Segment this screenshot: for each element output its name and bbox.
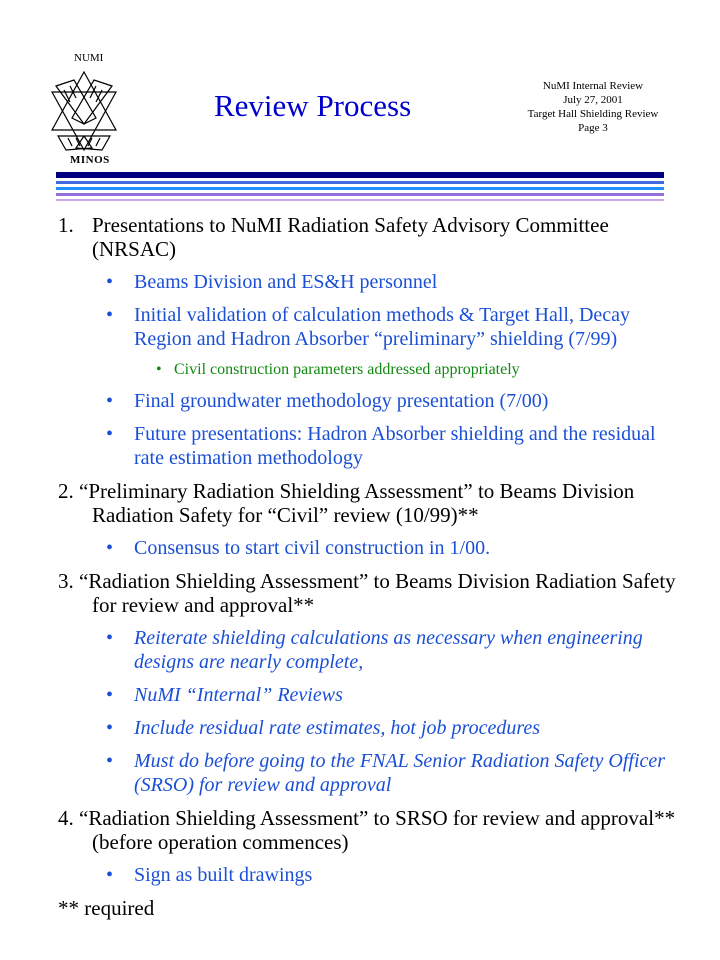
sub-sub-item: [58, 360, 678, 380]
header-rules: [56, 172, 664, 204]
list-item: [58, 213, 678, 261]
header-rule: [56, 187, 664, 190]
item-text: 2. “Preliminary Radiation Shielding Assessment” to Beams Division Radiation Safety for “Civil” review (10/99)**: [58, 479, 635, 527]
slide-content: [58, 213, 678, 920]
page-title: Review Process: [214, 88, 412, 123]
bullet-icon: •: [106, 627, 114, 649]
bullet-icon: •: [106, 304, 114, 326]
sub-item-text: Reiterate shielding calculations as necessary when engineering designs are nearly complete,: [134, 627, 643, 673]
header-rule: [56, 181, 664, 184]
sub-item: [58, 749, 678, 797]
list-item: [58, 479, 678, 527]
bullet-icon: •: [106, 717, 114, 739]
sub-item-text: Beams Division and ES&H personnel: [134, 271, 438, 293]
list-item: [58, 569, 678, 617]
logo-bottom-text: MINOS: [70, 154, 110, 166]
sub-item-text: Initial validation of calculation methods & Target Hall, Decay Region and Hadron Absorber “preliminary” shielding (7/99): [134, 304, 631, 350]
item-text: 3. “Radiation Shielding Assessment” to Beams Division Radiation Safety for review and approval**: [58, 569, 676, 617]
bullet-icon: •: [106, 537, 114, 559]
bullet-icon: •: [106, 390, 114, 412]
logo-top-text: NUMI: [74, 52, 104, 64]
sub-item: [58, 626, 678, 674]
bullet-icon: •: [106, 271, 114, 293]
item-text: Presentations to NuMI Radiation Safety Advisory Committee (NRSAC): [92, 213, 609, 261]
sub-item-text: Must do before going to the FNAL Senior Radiation Safety Officer (SRSO) for review and approval: [134, 750, 666, 796]
header-info: [505, 79, 681, 135]
header-line: Page 3: [578, 122, 608, 134]
header-rule: [56, 193, 664, 196]
footnote: ** required: [58, 896, 155, 920]
logo-emblem-icon: [44, 66, 124, 158]
header-rule: [56, 172, 664, 178]
sub-item-text: Sign as built drawings: [134, 864, 313, 886]
sub-sub-item-text: Civil construction parameters addressed appropriately: [174, 361, 520, 378]
bullet-icon: •: [106, 750, 114, 772]
bullet-icon: •: [106, 864, 114, 886]
sub-item: [58, 716, 678, 740]
sub-item: [58, 683, 678, 707]
sub-item: [58, 389, 678, 413]
header-line: July 27, 2001: [563, 94, 623, 106]
sub-item: [58, 270, 678, 294]
sub-item: [58, 303, 678, 351]
item-text: 4. “Radiation Shielding Assessment” to SRSO for review and approval** (before operation commences): [58, 806, 676, 854]
header-line: Target Hall Shielding Review: [527, 108, 659, 120]
numi-minos-logo: [44, 50, 144, 170]
header-line: NuMI Internal Review: [542, 80, 644, 92]
sub-item: [58, 536, 678, 560]
item-number: 1.: [58, 213, 74, 237]
sub-item-text: Final groundwater methodology presentation (7/00): [134, 390, 549, 412]
sub-item-text: Consensus to start civil construction in 1/00.: [134, 537, 491, 559]
sub-item-text: Include residual rate estimates, hot job procedures: [134, 717, 541, 739]
bullet-icon: •: [156, 361, 162, 378]
sub-item-text: NuMI “Internal” Reviews: [134, 684, 343, 706]
bullet-icon: •: [106, 684, 114, 706]
header-rule: [56, 199, 664, 201]
list-item: [58, 806, 678, 854]
sub-item: [58, 863, 678, 887]
sub-item: [58, 422, 678, 470]
sub-item-text: Future presentations: Hadron Absorber shielding and the residual rate estimation methodology: [134, 423, 656, 469]
bullet-icon: •: [106, 423, 114, 445]
